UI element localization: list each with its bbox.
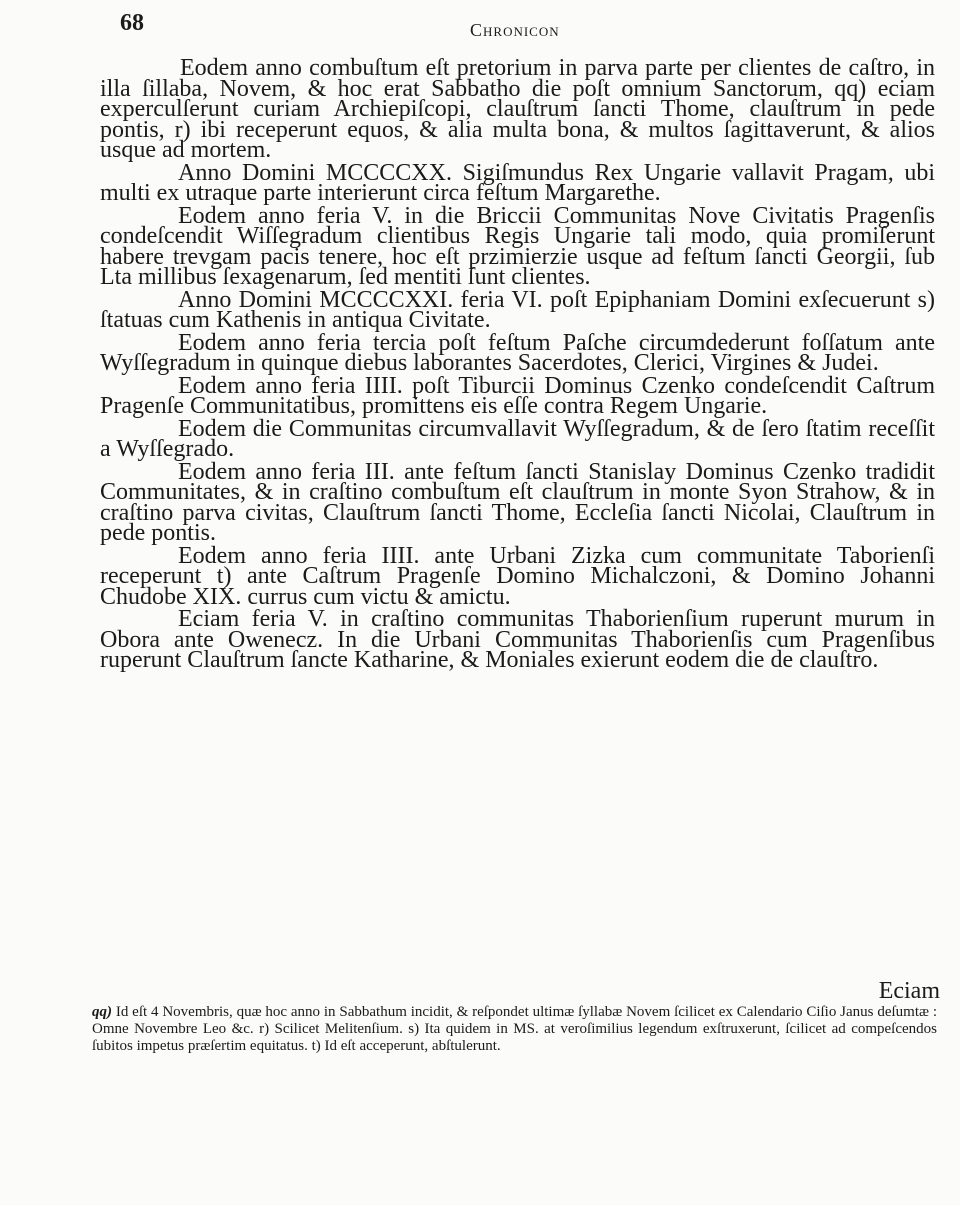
paragraph: Eciam feria V. in craſtino communitas Thaborienſium ruperunt murum in Obora ante Owenecz. In die Urbani Communitas Thaborienſis cum Pragenſibus ruperunt Clauſtrum ſancte Katharine, & Moniales exierunt eodem die de clauſtro. <box>100 606 935 673</box>
paragraph: Eodem anno combuſtum eſt pretorium in parva parte per clientes de caſtro, in illa ſillaba, Novem, & hoc erat Sabbatho die poſt omnium Sanctorum, qq) eciam experculſerunt curiam Archiepiſcopi, clauſtrum ſancti Thome, clauſtrum in pede pontis, r) ibi receperunt equos, & alia multa bona, & multos ſagittaverunt, & alios usque ad mortem. <box>100 55 935 163</box>
footnote-mark: qq) <box>92 1004 112 1020</box>
main-text <box>100 55 935 673</box>
paragraph: Eodem die Communitas circumvallavit Wyſſegradum, & de ſero ſtatim receſſit a Wyſſegrado. <box>100 415 935 462</box>
paragraph: Anno Domini MCCCCXXI. feria VI. poſt Epiphaniam Domini exſecuerunt s) ſtatuas cum Kathenis in antiqua Civitate. <box>100 286 935 333</box>
paragraph: Eodem anno feria III. ante feſtum ſancti Stanislay Dominus Czenko tradidit Communitates, & in craſtino combuſtum eſt clauſtrum in monte Syon Strahow, & in craſtino parva civitas, Clauſtrum ſancti Thome, Eccleſia ſancti Nicolai, Clauſtrum in pede pontis. <box>100 458 935 546</box>
footnote-text: Id eſt 4 Novembris, quæ hoc anno in Sabbathum incidit, & reſpondet ultimæ ſyllabæ Novem ſcilicet ex Calendario Ciſio Janus deſumtæ : Omne Novembre Leo &c. r) Scilicet Melitenſium. s) Ita quidem in MS. at veroſimilius legendum exſtruxerunt, ſcilicet ad compeſcendos ſubitos impetus præſertim equitatus. t) Id eſt acceperunt, abſtulerunt. <box>92 1004 938 1054</box>
paragraph: Eodem anno feria IIII. poſt Tiburcii Dominus Czenko condeſcendit Caſtrum Pragenſe Communitatibus, promittens eis eſſe contra Regem Ungarie. <box>100 372 935 419</box>
paragraph: Eodem anno feria IIII. ante Urbani Zizka cum communitate Taborienſi receperunt t) ante Caſtrum Pragenſe Domino Michalczoni, & Domino Johanni Chudobe XIX. currus cum victu & amictu. <box>100 542 935 610</box>
catchword: Eciam <box>878 978 940 1004</box>
paragraph: Eodem anno feria tercia poſt feſtum Paſche circumdederunt foſſatum ante Wyſſegradum in quinque diebus laborantes Sacerdotes, Clerici, Virgines & Judei. <box>100 329 935 376</box>
paragraph: Anno Domini MCCCCXX. Sigiſmundus Rex Ungarie vallavit Pragam, ubi multi ex utraque parte interierunt circa feſtum Margarethe. <box>100 159 935 206</box>
footnote <box>92 1004 937 1055</box>
paragraph: Eodem anno feria V. in die Briccii Communitas Nove Civitatis Pragenſis condeſcendit Wiſſegradum clientibus Regis Ungarie tali modo, quia promiſerunt habere trevgam pacis tenere, hoc eſt przimierzie usque ad feſtum ſancti Georgii, ſub Lta millibus ſexagenarum, ſed mentiti ſunt clientes. <box>100 202 935 290</box>
page-number: 68 <box>120 10 144 36</box>
footnotes <box>92 1004 937 1055</box>
running-title: Chronicon <box>470 20 560 40</box>
page-header <box>0 8 960 48</box>
